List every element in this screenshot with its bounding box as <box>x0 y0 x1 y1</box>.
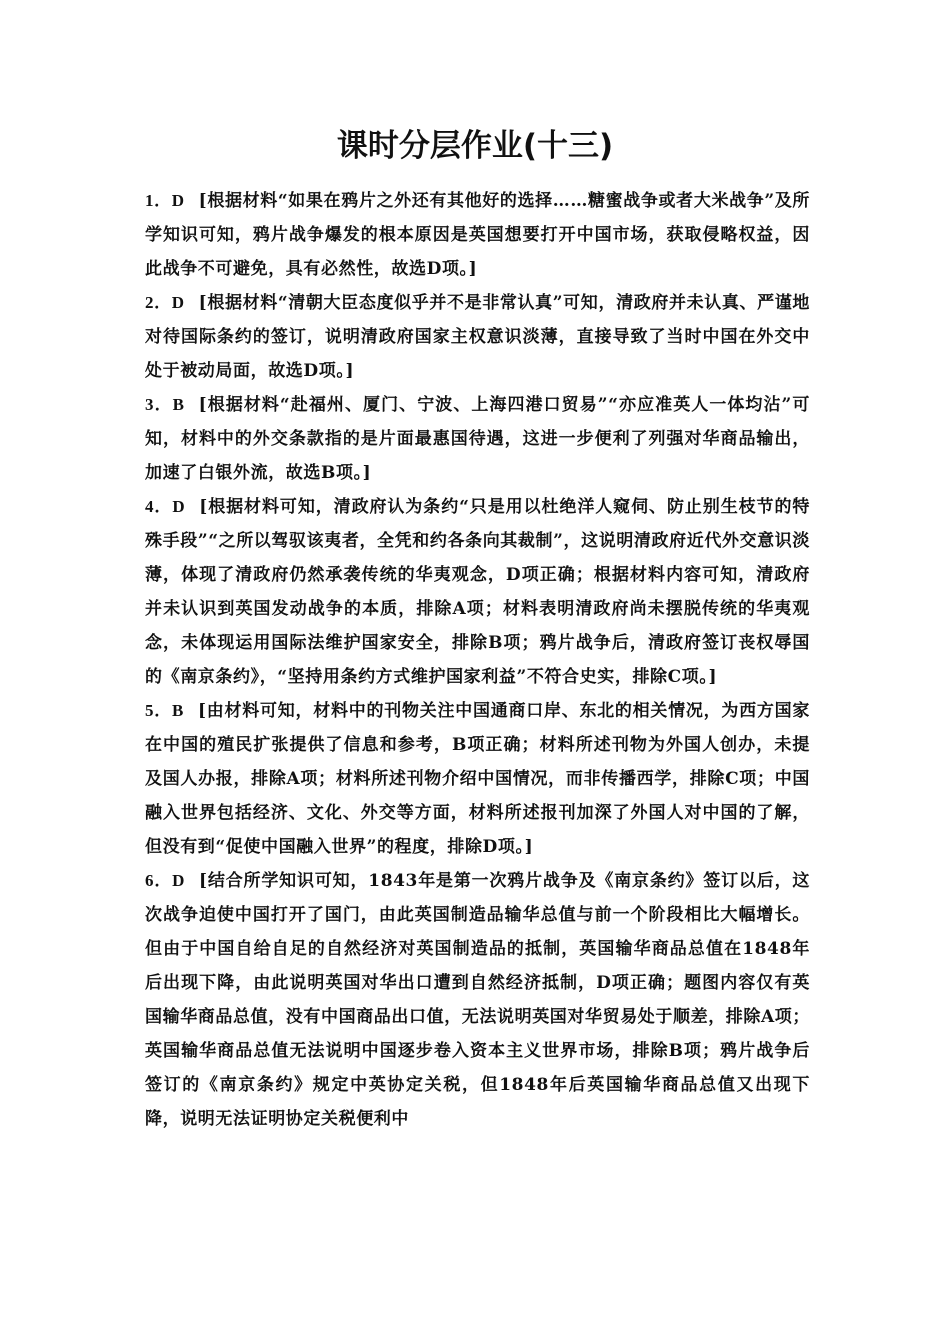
answer-item-3: 3．B [根据材料“赴福州、厦门、宁波、上海四港口贸易”“亦应准英人一体均沾”可知，材料中的外交条款指的是片面最惠国待遇，这进一步便利了列强对华商品输出，加速了白银外流，故选B项。] <box>145 395 810 483</box>
answer-option: B <box>172 395 185 414</box>
answer-option: D <box>172 871 186 890</box>
answer-item-4: 4．D [根据材料可知，清政府认为条约“只是用以杜绝洋人窥伺、防止别生枝节的特殊手段”“之所以驾驭该夷者，全凭和约各条向其裁制”，这说明清政府近代外交意识淡薄，体现了清政府仍然承袭传统的华夷观念，D项正确；根据材料内容可知，清政府并未认识到英国发动战争的本质，排除A项；材料表明清政府尚未摆脱传统的华夷观念，未体现运用国际法维护国家安全，排除B项；鸦片战争后，清政府签订丧权辱国的《南京条约》，“坚持用条约方式维护国家利益”不符合史实，排除C项。] <box>145 497 810 687</box>
answer-option: B <box>172 701 184 720</box>
answer-option: D <box>171 191 185 210</box>
answer-item-2: 2．D [根据材料“清朝大臣态度似乎并不是非常认真”可知，清政府并未认真、严谨地对待国际条约的签订，说明清政府国家主权意识淡薄，直接导致了当时中国在外交中处于被动局面，故选D项。] <box>145 293 810 381</box>
answer-item-5: 5．B [由材料可知，材料中的刊物关注中国通商口岸、东北的相关情况，为西方国家在中国的殖民扩张提供了信息和参考，B项正确；材料所述刊物为外国人创办，未提及国人办报，排除A项；材料所述刊物介绍中国情况，而非传播西学，排除C项；中国融入世界包括经济、文化、外交等方面，材料所述报刊加深了外国人对中国的了解，但没有到“促使中国融入世界”的程度，排除D项。] <box>145 701 810 857</box>
answer-explanation: [根据材料“清朝大臣态度似乎并不是非常认真”可知，清政府并未认真、严谨地对待国际条约的签订，说明清政府国家主权意识淡薄，直接导致了当时中国在外交中处于被动局面，故选D项。] <box>145 293 810 381</box>
answer-item-1: 1．D [根据材料“如果在鸦片之外还有其他好的选择……糖蜜战争或者大米战争”及所学知识可知，鸦片战争爆发的根本原因是英国想要打开中国市场，获取侵略权益，因此战争不可避免，具有必然性，故选D项。] <box>145 191 810 279</box>
answer-number: 3 <box>145 395 155 414</box>
answer-number: 4 <box>145 497 155 516</box>
answer-explanation: [由材料可知，材料中的刊物关注中国通商口岸、东北的相关情况，为西方国家在中国的殖民扩张提供了信息和参考，B项正确；材料所述刊物为外国人创办，未提及国人办报，排除A项；材料所述刊物介绍中国情况，而非传播西学，排除C项；中国融入世界包括经济、文化、外交等方面，材料所述报刊加深了外国人对中国的了解，但没有到“促使中国融入世界”的程度，排除D项。] <box>145 701 810 857</box>
answer-explanation: [根据材料“如果在鸦片之外还有其他好的选择……糖蜜战争或者大米战争”及所学知识可知，鸦片战争爆发的根本原因是英国想要打开中国市场，获取侵略权益，因此战争不可避免，具有必然性，故选D项。] <box>145 191 810 279</box>
answer-number: 1 <box>145 191 155 210</box>
answer-list <box>145 184 810 1136</box>
page-title: 课时分层作业(十三) <box>336 128 614 164</box>
answer-explanation: [根据材料可知，清政府认为条约“只是用以杜绝洋人窥伺、防止别生枝节的特殊手段”“之所以驾驭该夷者，全凭和约各条向其裁制”，这说明清政府近代外交意识淡薄，体现了清政府仍然承袭传统的华夷观念，D项正确；根据材料内容可知，清政府并未认识到英国发动战争的本质，排除A项；材料表明清政府尚未摆脱传统的华夷观念，未体现运用国际法维护国家安全，排除B项；鸦片战争后，清政府签订丧权辱国的《南京条约》，“坚持用条约方式维护国家利益”不符合史实，排除C项。] <box>145 497 810 687</box>
answer-option: D <box>172 497 186 516</box>
answer-item-6: 6．D [结合所学知识可知，1843年是第一次鸦片战争及《南京条约》签订以后，这次战争迫使中国打开了国门，由此英国制造品输华总值与前一个阶段相比大幅增长。但由于中国自给自足的自然经济对英国制造品的抵制，英国输华商品总值在1848年后出现下降，由此说明英国对华出口遭到自然经济抵制，D项正确；题图内容仅有英国输华商品总值，没有中国商品出口值，无法说明英国对华贸易处于顺差，排除A项；英国输华商品总值无法说明中国逐步卷入资本主义世界市场，排除B项；鸦片战争后签订的《南京条约》规定中英协定关税，但1848年后英国输华商品总值又出现下降，说明无法证明协定关税便利中 <box>145 871 810 1129</box>
answer-number: 5 <box>145 701 155 720</box>
answer-option: D <box>171 293 185 312</box>
answer-explanation: [根据材料“赴福州、厦门、宁波、上海四港口贸易”“亦应准英人一体均沾”可知，材料中的外交条款指的是片面最惠国待遇，这进一步便利了列强对华商品输出，加速了白银外流，故选B项。] <box>145 395 810 483</box>
answer-number: 6 <box>145 871 155 890</box>
answer-number: 2 <box>145 293 155 312</box>
answer-explanation: [结合所学知识可知，1843年是第一次鸦片战争及《南京条约》签订以后，这次战争迫使中国打开了国门，由此英国制造品输华总值与前一个阶段相比大幅增长。但由于中国自给自足的自然经济对英国制造品的抵制，英国输华商品总值在1848年后出现下降，由此说明英国对华出口遭到自然经济抵制，D项正确；题图内容仅有英国输华商品总值，没有中国商品出口值，无法说明英国对华贸易处于顺差，排除A项；英国输华商品总值无法说明中国逐步卷入资本主义世界市场，排除B项；鸦片战争后签订的《南京条约》规定中英协定关税，但1848年后英国输华商品总值又出现下降，说明无法证明协定关税便利中 <box>145 871 810 1129</box>
